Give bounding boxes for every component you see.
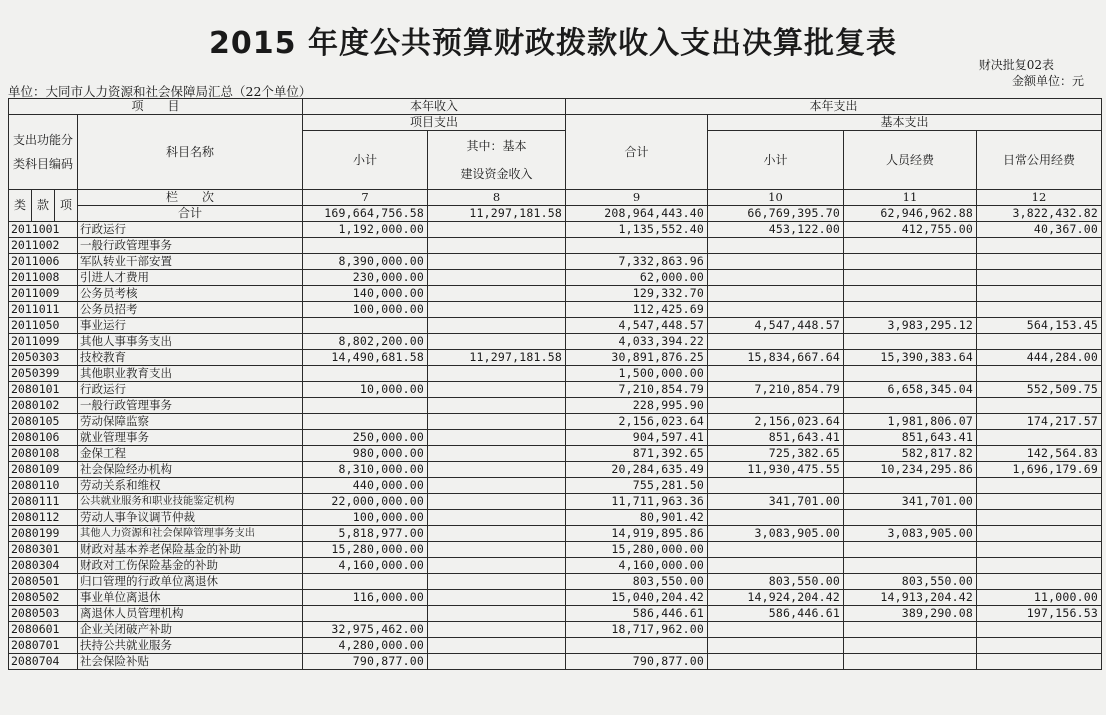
- header-daily: 日常公用经费: [977, 131, 1102, 190]
- table-row: [9, 382, 1102, 398]
- header-heji: 合计: [78, 206, 303, 222]
- amount-cell-c7: 1,192,000.00: [303, 222, 428, 238]
- amount-cell-c9: 586,446.61: [566, 606, 708, 622]
- table-row: [9, 238, 1102, 254]
- amount-cell-c11: [844, 334, 977, 350]
- table-row: [9, 446, 1102, 462]
- table-row: [9, 478, 1102, 494]
- header-personnel: 人员经费: [844, 131, 977, 190]
- amount-cell-c10: [708, 622, 844, 638]
- subject-name: 企业关闭破产补助: [78, 622, 303, 638]
- subject-name: 离退休人员管理机构: [78, 606, 303, 622]
- amount-cell-c10: 4,547,448.57: [708, 318, 844, 334]
- subject-name: 其他人力资源和社会保障管理事务支出: [78, 526, 303, 542]
- amount-cell-c10: [708, 510, 844, 526]
- header-subject-name: 科目名称: [78, 115, 303, 190]
- header-func-code-line1: 支出功能分: [12, 133, 73, 147]
- amount-cell-c12: [977, 622, 1102, 638]
- function-code: 2080301: [9, 542, 78, 558]
- amount-cell-c11: [844, 398, 977, 414]
- amount-cell-c9: 4,033,394.22: [566, 334, 708, 350]
- amount-cell-c10: [708, 398, 844, 414]
- amount-cell-c12: [977, 478, 1102, 494]
- amount-cell-c10: 341,701.00: [708, 494, 844, 510]
- header-xiang: 项: [55, 190, 78, 222]
- amount-cell-c11: 3,983,295.12: [844, 318, 977, 334]
- table-row: [9, 622, 1102, 638]
- amount-cell-c10: [708, 302, 844, 318]
- amount-cell-c7: [303, 398, 428, 414]
- amount-cell-c9: 62,000.00: [566, 270, 708, 286]
- amount-cell-c8: [428, 478, 566, 494]
- amount-cell-c9: 30,891,876.25: [566, 350, 708, 366]
- amount-cell-c10: [708, 638, 844, 654]
- amount-cell-c7: 8,802,200.00: [303, 334, 428, 350]
- table-row: [9, 430, 1102, 446]
- amount-cell-c11: [844, 478, 977, 494]
- subject-name: 归口管理的行政单位离退休: [78, 574, 303, 590]
- amount-cell-c12: [977, 654, 1102, 670]
- amount-cell-c8: [428, 270, 566, 286]
- function-code: 2080304: [9, 558, 78, 574]
- amount-cell-c12: [977, 430, 1102, 446]
- table-row: [9, 462, 1102, 478]
- subject-name: 财政对基本养老保险基金的补助: [78, 542, 303, 558]
- function-code: 2050303: [9, 350, 78, 366]
- header-func-code: [9, 115, 78, 190]
- amount-cell-c9: [566, 238, 708, 254]
- col-num-10: 10: [708, 190, 844, 206]
- table-row: [9, 606, 1102, 622]
- amount-cell-c11: [844, 654, 977, 670]
- table-row: [9, 334, 1102, 350]
- amount-cell-c8: [428, 446, 566, 462]
- amount-cell-c10: [708, 478, 844, 494]
- amount-cell-c10: 3,083,905.00: [708, 526, 844, 542]
- header-total: 合计: [566, 115, 708, 190]
- amount-cell-c8: [428, 574, 566, 590]
- function-code: 2080110: [9, 478, 78, 494]
- header-basic-expense: 基本支出: [708, 115, 1102, 131]
- header-project-expense: 项目支出: [303, 115, 566, 131]
- amount-cell-c9: 228,995.90: [566, 398, 708, 414]
- amount-cell-c7: [303, 574, 428, 590]
- amount-cell-c11: [844, 638, 977, 654]
- amount-cell-c12: [977, 398, 1102, 414]
- amount-cell-c9: 7,332,863.96: [566, 254, 708, 270]
- amount-unit: 金额单位：元: [1011, 74, 1084, 88]
- amount-cell-c9: 129,332.70: [566, 286, 708, 302]
- amount-cell-c7: 790,877.00: [303, 654, 428, 670]
- amount-cell-c12: [977, 542, 1102, 558]
- amount-cell-c12: 11,000.00: [977, 590, 1102, 606]
- amount-cell-c7: 14,490,681.58: [303, 350, 428, 366]
- function-code: 2050399: [9, 366, 78, 382]
- subject-name: 扶持公共就业服务: [78, 638, 303, 654]
- function-code: 2080108: [9, 446, 78, 462]
- function-code: 2080503: [9, 606, 78, 622]
- total-c8: 11,297,181.58: [428, 206, 566, 222]
- header-income: 本年收入: [303, 99, 566, 115]
- amount-cell-c12: [977, 558, 1102, 574]
- amount-cell-c11: 10,234,295.86: [844, 462, 977, 478]
- amount-cell-c8: [428, 334, 566, 350]
- amount-cell-c11: [844, 270, 977, 286]
- subject-name: 劳动关系和维权: [78, 478, 303, 494]
- amount-cell-c9: 1,135,552.40: [566, 222, 708, 238]
- amount-cell-c11: [844, 622, 977, 638]
- function-code: 2080101: [9, 382, 78, 398]
- function-code: 2011006: [9, 254, 78, 270]
- amount-cell-c9: [566, 638, 708, 654]
- function-code: 2080501: [9, 574, 78, 590]
- amount-cell-c11: 14,913,204.42: [844, 590, 977, 606]
- header-func-code-line2: 类科目编码: [12, 157, 73, 171]
- table-row: [9, 494, 1102, 510]
- header-kuan: 款: [32, 190, 55, 222]
- amount-cell-c8: [428, 606, 566, 622]
- function-code: 2011009: [9, 286, 78, 302]
- subject-name: 行政运行: [78, 222, 303, 238]
- amount-cell-c7: 15,280,000.00: [303, 542, 428, 558]
- amount-cell-c9: 2,156,023.64: [566, 414, 708, 430]
- amount-cell-c12: 552,509.75: [977, 382, 1102, 398]
- subject-name: 劳动保障监察: [78, 414, 303, 430]
- amount-cell-c7: 980,000.00: [303, 446, 428, 462]
- amount-cell-c12: [977, 366, 1102, 382]
- amount-cell-c12: 40,367.00: [977, 222, 1102, 238]
- header-lei: 类: [9, 190, 32, 222]
- amount-cell-c9: 4,547,448.57: [566, 318, 708, 334]
- amount-cell-c8: [428, 318, 566, 334]
- amount-cell-c8: [428, 286, 566, 302]
- amount-cell-c11: [844, 254, 977, 270]
- amount-cell-c10: 14,924,204.42: [708, 590, 844, 606]
- function-code: 2011099: [9, 334, 78, 350]
- table-row: [9, 254, 1102, 270]
- amount-cell-c10: 851,643.41: [708, 430, 844, 446]
- function-code: 2080109: [9, 462, 78, 478]
- amount-cell-c7: 230,000.00: [303, 270, 428, 286]
- total-c10: 66,769,395.70: [708, 206, 844, 222]
- amount-cell-c9: 7,210,854.79: [566, 382, 708, 398]
- amount-cell-c10: [708, 542, 844, 558]
- amount-cell-c11: 341,701.00: [844, 494, 977, 510]
- amount-cell-c8: [428, 462, 566, 478]
- amount-cell-c12: [977, 510, 1102, 526]
- function-code: 2080601: [9, 622, 78, 638]
- amount-cell-c11: 851,643.41: [844, 430, 977, 446]
- amount-cell-c9: 14,919,895.86: [566, 526, 708, 542]
- reporting-unit: 单位：大同市人力资源和社会保障局汇总（22个单位）: [8, 84, 312, 99]
- subject-name: 金保工程: [78, 446, 303, 462]
- amount-cell-c10: 725,382.65: [708, 446, 844, 462]
- amount-cell-c10: [708, 238, 844, 254]
- function-code: 2080106: [9, 430, 78, 446]
- amount-cell-c9: 15,280,000.00: [566, 542, 708, 558]
- amount-cell-c9: 1,500,000.00: [566, 366, 708, 382]
- amount-cell-c11: [844, 302, 977, 318]
- amount-cell-c10: [708, 558, 844, 574]
- header-lanci: 栏 次: [78, 190, 303, 206]
- amount-cell-c9: 112,425.69: [566, 302, 708, 318]
- amount-cell-c10: 803,550.00: [708, 574, 844, 590]
- amount-cell-c12: [977, 638, 1102, 654]
- amount-cell-c7: 10,000.00: [303, 382, 428, 398]
- amount-cell-c10: [708, 366, 844, 382]
- amount-cell-c9: 803,550.00: [566, 574, 708, 590]
- subject-name: 社会保险补贴: [78, 654, 303, 670]
- amount-cell-c11: 15,390,383.64: [844, 350, 977, 366]
- function-code: 2080704: [9, 654, 78, 670]
- function-code: 2011050: [9, 318, 78, 334]
- table-row: [9, 318, 1102, 334]
- header-item: 项 目: [9, 99, 303, 115]
- table-row: [9, 222, 1102, 238]
- amount-cell-c8: [428, 510, 566, 526]
- amount-cell-c8: [428, 590, 566, 606]
- amount-cell-c8: [428, 622, 566, 638]
- col-num-7: 7: [303, 190, 428, 206]
- amount-cell-c8: 11,297,181.58: [428, 350, 566, 366]
- amount-cell-c7: [303, 238, 428, 254]
- subject-name: 公务员考核: [78, 286, 303, 302]
- amount-cell-c9: 80,901.42: [566, 510, 708, 526]
- amount-cell-c12: 142,564.83: [977, 446, 1102, 462]
- header-capital-line1: 其中：基本: [466, 139, 527, 153]
- amount-cell-c12: 1,696,179.69: [977, 462, 1102, 478]
- col-num-8: 8: [428, 190, 566, 206]
- table-row: [9, 526, 1102, 542]
- subject-name: 事业单位离退休: [78, 590, 303, 606]
- amount-cell-c9: 871,392.65: [566, 446, 708, 462]
- amount-cell-c7: [303, 318, 428, 334]
- amount-cell-c9: 20,284,635.49: [566, 462, 708, 478]
- amount-cell-c10: [708, 654, 844, 670]
- amount-cell-c8: [428, 254, 566, 270]
- amount-cell-c11: [844, 286, 977, 302]
- function-code: 2011008: [9, 270, 78, 286]
- amount-cell-c7: 32,975,462.00: [303, 622, 428, 638]
- amount-cell-c11: 803,550.00: [844, 574, 977, 590]
- amount-cell-c9: 755,281.50: [566, 478, 708, 494]
- amount-cell-c10: 11,930,475.55: [708, 462, 844, 478]
- amount-cell-c8: [428, 222, 566, 238]
- amount-cell-c8: [428, 238, 566, 254]
- amount-cell-c10: [708, 286, 844, 302]
- amount-cell-c11: 1,981,806.07: [844, 414, 977, 430]
- page-title: 2015 年度公共预算财政拨款收入支出决算批复表: [209, 26, 897, 61]
- amount-cell-c7: [303, 606, 428, 622]
- table-row: [9, 398, 1102, 414]
- amount-cell-c12: [977, 302, 1102, 318]
- header-subtotal2: 小计: [708, 131, 844, 190]
- amount-cell-c8: [428, 526, 566, 542]
- amount-cell-c8: [428, 542, 566, 558]
- subject-name: 技校教育: [78, 350, 303, 366]
- amount-cell-c12: [977, 574, 1102, 590]
- amount-cell-c12: [977, 526, 1102, 542]
- table-row: [9, 574, 1102, 590]
- amount-cell-c10: 2,156,023.64: [708, 414, 844, 430]
- total-c7: 169,664,756.58: [303, 206, 428, 222]
- amount-cell-c9: 18,717,962.00: [566, 622, 708, 638]
- total-c11: 62,946,962.88: [844, 206, 977, 222]
- amount-cell-c10: [708, 270, 844, 286]
- amount-cell-c12: 444,284.00: [977, 350, 1102, 366]
- amount-cell-c11: [844, 542, 977, 558]
- amount-cell-c7: 440,000.00: [303, 478, 428, 494]
- amount-cell-c12: [977, 238, 1102, 254]
- header-subtotal: 小计: [303, 131, 428, 190]
- function-code: 2011001: [9, 222, 78, 238]
- amount-cell-c11: [844, 510, 977, 526]
- table-row: [9, 638, 1102, 654]
- amount-cell-c7: [303, 366, 428, 382]
- amount-cell-c8: [428, 302, 566, 318]
- amount-cell-c12: 197,156.53: [977, 606, 1102, 622]
- amount-cell-c8: [428, 414, 566, 430]
- amount-cell-c8: [428, 398, 566, 414]
- table-row: [9, 414, 1102, 430]
- subject-name: 其他职业教育支出: [78, 366, 303, 382]
- amount-cell-c11: 3,083,905.00: [844, 526, 977, 542]
- amount-cell-c7: 4,280,000.00: [303, 638, 428, 654]
- form-code: 财决批复02表: [978, 58, 1054, 72]
- amount-cell-c10: 586,446.61: [708, 606, 844, 622]
- subject-name: 行政运行: [78, 382, 303, 398]
- amount-cell-c7: 8,310,000.00: [303, 462, 428, 478]
- amount-cell-c11: 6,658,345.04: [844, 382, 977, 398]
- amount-cell-c12: [977, 254, 1102, 270]
- budget-table: [8, 98, 1102, 670]
- amount-cell-c9: 11,711,963.36: [566, 494, 708, 510]
- table-row: [9, 510, 1102, 526]
- amount-cell-c12: [977, 270, 1102, 286]
- amount-cell-c9: 790,877.00: [566, 654, 708, 670]
- subject-name: 一般行政管理事务: [78, 398, 303, 414]
- subject-name: 公共就业服务和职业技能鉴定机构: [78, 494, 303, 510]
- function-code: 2011002: [9, 238, 78, 254]
- subject-name: 一般行政管理事务: [78, 238, 303, 254]
- subject-name: 公务员招考: [78, 302, 303, 318]
- subject-name: 劳动人事争议调节仲裁: [78, 510, 303, 526]
- amount-cell-c7: 250,000.00: [303, 430, 428, 446]
- subject-name: 社会保险经办机构: [78, 462, 303, 478]
- amount-cell-c10: 453,122.00: [708, 222, 844, 238]
- table-row: [9, 366, 1102, 382]
- amount-cell-c10: 7,210,854.79: [708, 382, 844, 398]
- table-row: [9, 590, 1102, 606]
- table-row: [9, 350, 1102, 366]
- amount-cell-c7: 4,160,000.00: [303, 558, 428, 574]
- function-code: 2080105: [9, 414, 78, 430]
- function-code: 2080112: [9, 510, 78, 526]
- amount-cell-c11: 412,755.00: [844, 222, 977, 238]
- subject-name: 其他人事事务支出: [78, 334, 303, 350]
- col-num-9: 9: [566, 190, 708, 206]
- amount-cell-c10: [708, 254, 844, 270]
- amount-cell-c12: 564,153.45: [977, 318, 1102, 334]
- amount-cell-c9: 4,160,000.00: [566, 558, 708, 574]
- header-capital: [428, 131, 566, 190]
- amount-cell-c10: 15,834,667.64: [708, 350, 844, 366]
- function-code: 2080102: [9, 398, 78, 414]
- amount-cell-c7: 100,000.00: [303, 510, 428, 526]
- table-row: [9, 302, 1102, 318]
- amount-cell-c7: [303, 414, 428, 430]
- amount-cell-c8: [428, 366, 566, 382]
- amount-cell-c11: [844, 558, 977, 574]
- amount-cell-c9: 15,040,204.42: [566, 590, 708, 606]
- amount-cell-c12: 174,217.57: [977, 414, 1102, 430]
- amount-cell-c11: 582,817.82: [844, 446, 977, 462]
- subject-name: 财政对工伤保险基金的补助: [78, 558, 303, 574]
- amount-cell-c7: 140,000.00: [303, 286, 428, 302]
- col-num-11: 11: [844, 190, 977, 206]
- table-row: [9, 558, 1102, 574]
- amount-cell-c8: [428, 382, 566, 398]
- function-code: 2011011: [9, 302, 78, 318]
- table-row: [9, 286, 1102, 302]
- col-num-12: 12: [977, 190, 1102, 206]
- amount-cell-c7: 100,000.00: [303, 302, 428, 318]
- amount-cell-c10: [708, 334, 844, 350]
- table-row: [9, 542, 1102, 558]
- function-code: 2080111: [9, 494, 78, 510]
- amount-cell-c11: [844, 238, 977, 254]
- amount-cell-c7: 8,390,000.00: [303, 254, 428, 270]
- amount-cell-c7: 5,818,977.00: [303, 526, 428, 542]
- subject-name: 就业管理事务: [78, 430, 303, 446]
- function-code: 2080701: [9, 638, 78, 654]
- header-capital-line2: 建设资金收入: [460, 167, 533, 181]
- amount-cell-c7: 22,000,000.00: [303, 494, 428, 510]
- amount-cell-c11: 389,290.08: [844, 606, 977, 622]
- subject-name: 事业运行: [78, 318, 303, 334]
- subject-name: 引进人才费用: [78, 270, 303, 286]
- table-row: [9, 654, 1102, 670]
- amount-cell-c8: [428, 430, 566, 446]
- function-code: 2080199: [9, 526, 78, 542]
- amount-cell-c8: [428, 654, 566, 670]
- data-rows: [9, 222, 1102, 670]
- amount-cell-c8: [428, 558, 566, 574]
- header-expense: 本年支出: [566, 99, 1102, 115]
- table-row: [9, 270, 1102, 286]
- amount-cell-c12: [977, 286, 1102, 302]
- amount-cell-c12: [977, 334, 1102, 350]
- total-c9: 208,964,443.40: [566, 206, 708, 222]
- amount-cell-c7: 116,000.00: [303, 590, 428, 606]
- total-c12: 3,822,432.82: [977, 206, 1102, 222]
- amount-cell-c11: [844, 366, 977, 382]
- amount-cell-c9: 904,597.41: [566, 430, 708, 446]
- function-code: 2080502: [9, 590, 78, 606]
- amount-cell-c8: [428, 494, 566, 510]
- subject-name: 军队转业干部安置: [78, 254, 303, 270]
- amount-cell-c8: [428, 638, 566, 654]
- amount-cell-c12: [977, 494, 1102, 510]
